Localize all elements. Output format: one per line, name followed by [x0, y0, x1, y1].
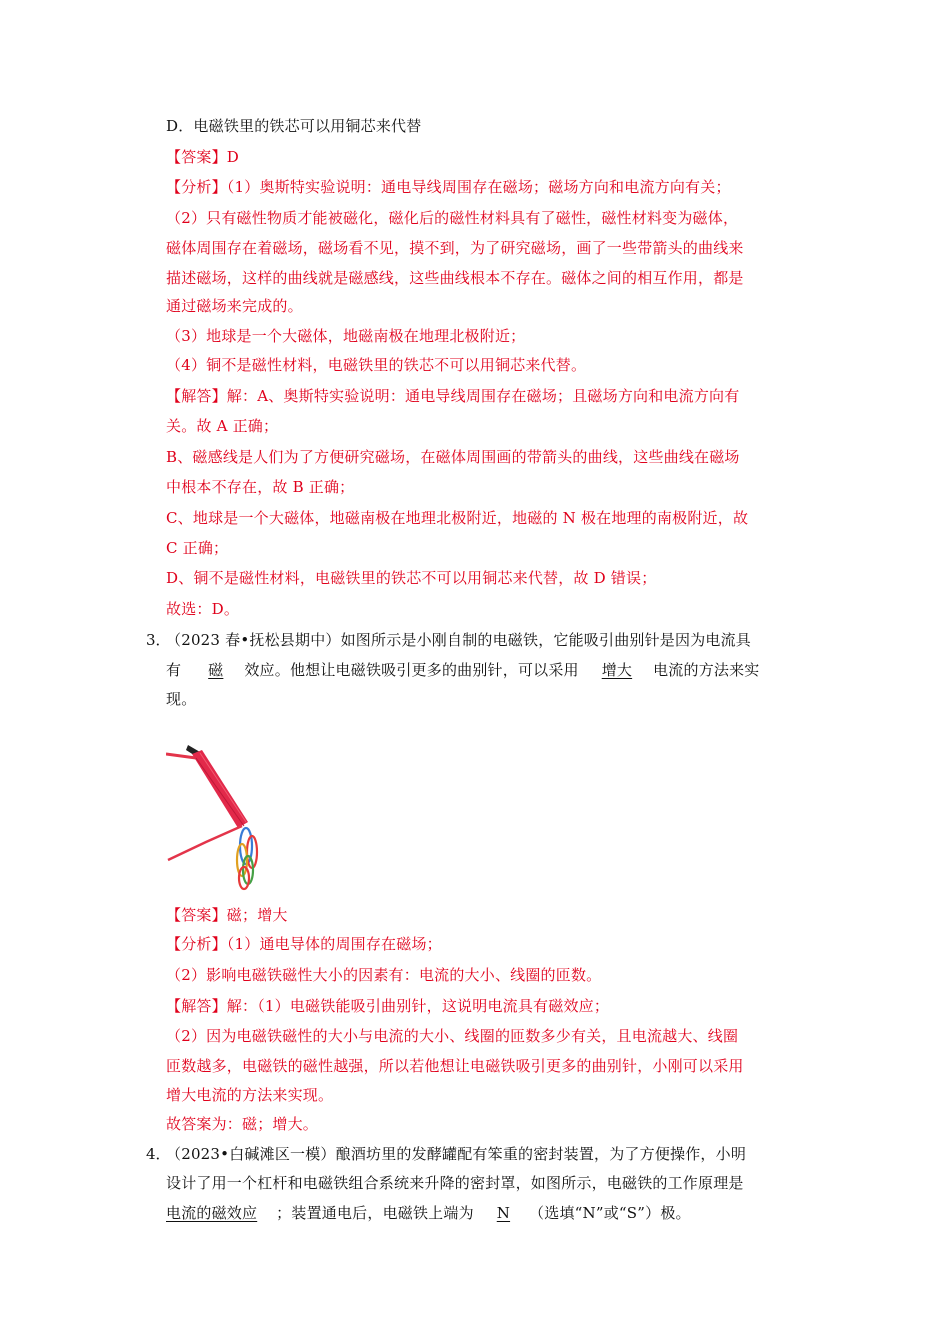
solution-line: （2）因为电磁铁磁性的大小与电流的大小、线圈的匝数多少有关，且电流越大、线圈	[166, 1027, 739, 1045]
solution-line: 【解答】解：（1）电磁铁能吸引曲别针，这说明电流具有磁效应；	[166, 997, 610, 1015]
question-text: 有	[166, 661, 182, 679]
question-text-line	[166, 1203, 806, 1223]
question-text: 效应。他想让电磁铁吸引更多的曲别针，可以采用	[244, 661, 579, 679]
solution-line: 关。故 A 正确；	[166, 417, 279, 435]
answer-q3: 【答案】磁；增大	[166, 906, 288, 924]
question-text: 设计了用一个杠杆和电磁铁组合系统来升降的密封罩，如图所示，电磁铁的工作原理是	[166, 1174, 744, 1192]
question-text: 现。	[166, 690, 197, 708]
analysis-line: 通过磁场来完成的。	[166, 297, 303, 315]
solution-line: 故选：D。	[166, 600, 240, 618]
solution-line: B、磁感线是人们为了方便研究磁场，在磁体周围画的带箭头的曲线，这些曲线在磁场	[166, 448, 740, 466]
option-d: D．电磁铁里的铁芯可以用铜芯来代替	[166, 117, 422, 135]
analysis-line: （4）铜不是磁性材料，电磁铁里的铁芯不可以用铜芯来代替。	[166, 356, 587, 374]
analysis-line: （3）地球是一个大磁体，地磁南极在地理北极附近；	[166, 327, 526, 345]
analysis-line: 磁体周围存在着磁场，磁场看不见，摸不到，为了研究磁场，画了一些带箭头的曲线来	[166, 239, 744, 257]
solution-line: 中根本不存在，故 B 正确；	[166, 478, 355, 496]
answer-blank: 电流的磁效应	[166, 1204, 258, 1222]
solution-line: 故答案为：磁；增大。	[166, 1115, 319, 1133]
solution-line: 匝数越多，电磁铁的磁性越强，所以若他想让电磁铁吸引更多的曲别针，小刚可以采用	[166, 1057, 744, 1075]
analysis-line: 【分析】（1）奥斯特实验说明：通电导线周围存在磁场；磁场方向和电流方向有关；	[166, 178, 731, 196]
analysis-line: （2）影响电磁铁磁性大小的因素有：电流的大小、线圈的匝数。	[166, 966, 602, 984]
question-text: （选填“N”或“S”）极。	[529, 1204, 691, 1222]
question-text: 电流的方法来实	[653, 661, 760, 679]
solution-line: 【解答】解：A、奥斯特实验说明：通电导线周围存在磁场；且磁场方向和电流方向有	[166, 387, 740, 405]
answer-blank: N	[496, 1204, 511, 1222]
question-number: 3．	[146, 631, 171, 649]
solution-line: C、地球是一个大磁体，地磁南极在地理北极附近，地磁的 N 极在地理的南极附近，故	[166, 509, 749, 527]
analysis-line: （2）只有磁性物质才能被磁化，磁化后的磁性材料具有了磁性，磁性材料变为磁体，	[166, 209, 739, 227]
electromagnet-figure	[166, 742, 266, 892]
question-text: （2023•白碱滩区一模）酿酒坊里的发酵罐配有笨重的密封装置，为了方便操作，小明	[166, 1145, 747, 1163]
question-text: ；装置通电后，电磁铁上端为	[276, 1204, 474, 1222]
answer-blank: 增大	[601, 661, 633, 679]
solution-line: C 正确；	[166, 539, 229, 557]
question-text-line	[166, 660, 806, 680]
question-text: （2023 春•抚松县期中）如图所示是小刚自制的电磁铁，它能吸引曲别针是因为电流具	[166, 631, 751, 649]
answer-q2: 【答案】D	[166, 148, 240, 166]
question-number: 4．	[146, 1145, 171, 1163]
analysis-line: 描述磁场，这样的曲线就是磁感线，这些曲线根本不存在。磁体之间的相互作用，都是	[166, 269, 744, 287]
solution-line: 增大电流的方法来实现。	[166, 1086, 334, 1104]
solution-line: D、铜不是磁性材料，电磁铁里的铁芯不可以用铜芯来代替，故 D 错误；	[166, 569, 657, 587]
answer-blank: 磁	[208, 661, 224, 679]
analysis-line: 【分析】（1）通电导体的周围存在磁场；	[166, 935, 442, 953]
